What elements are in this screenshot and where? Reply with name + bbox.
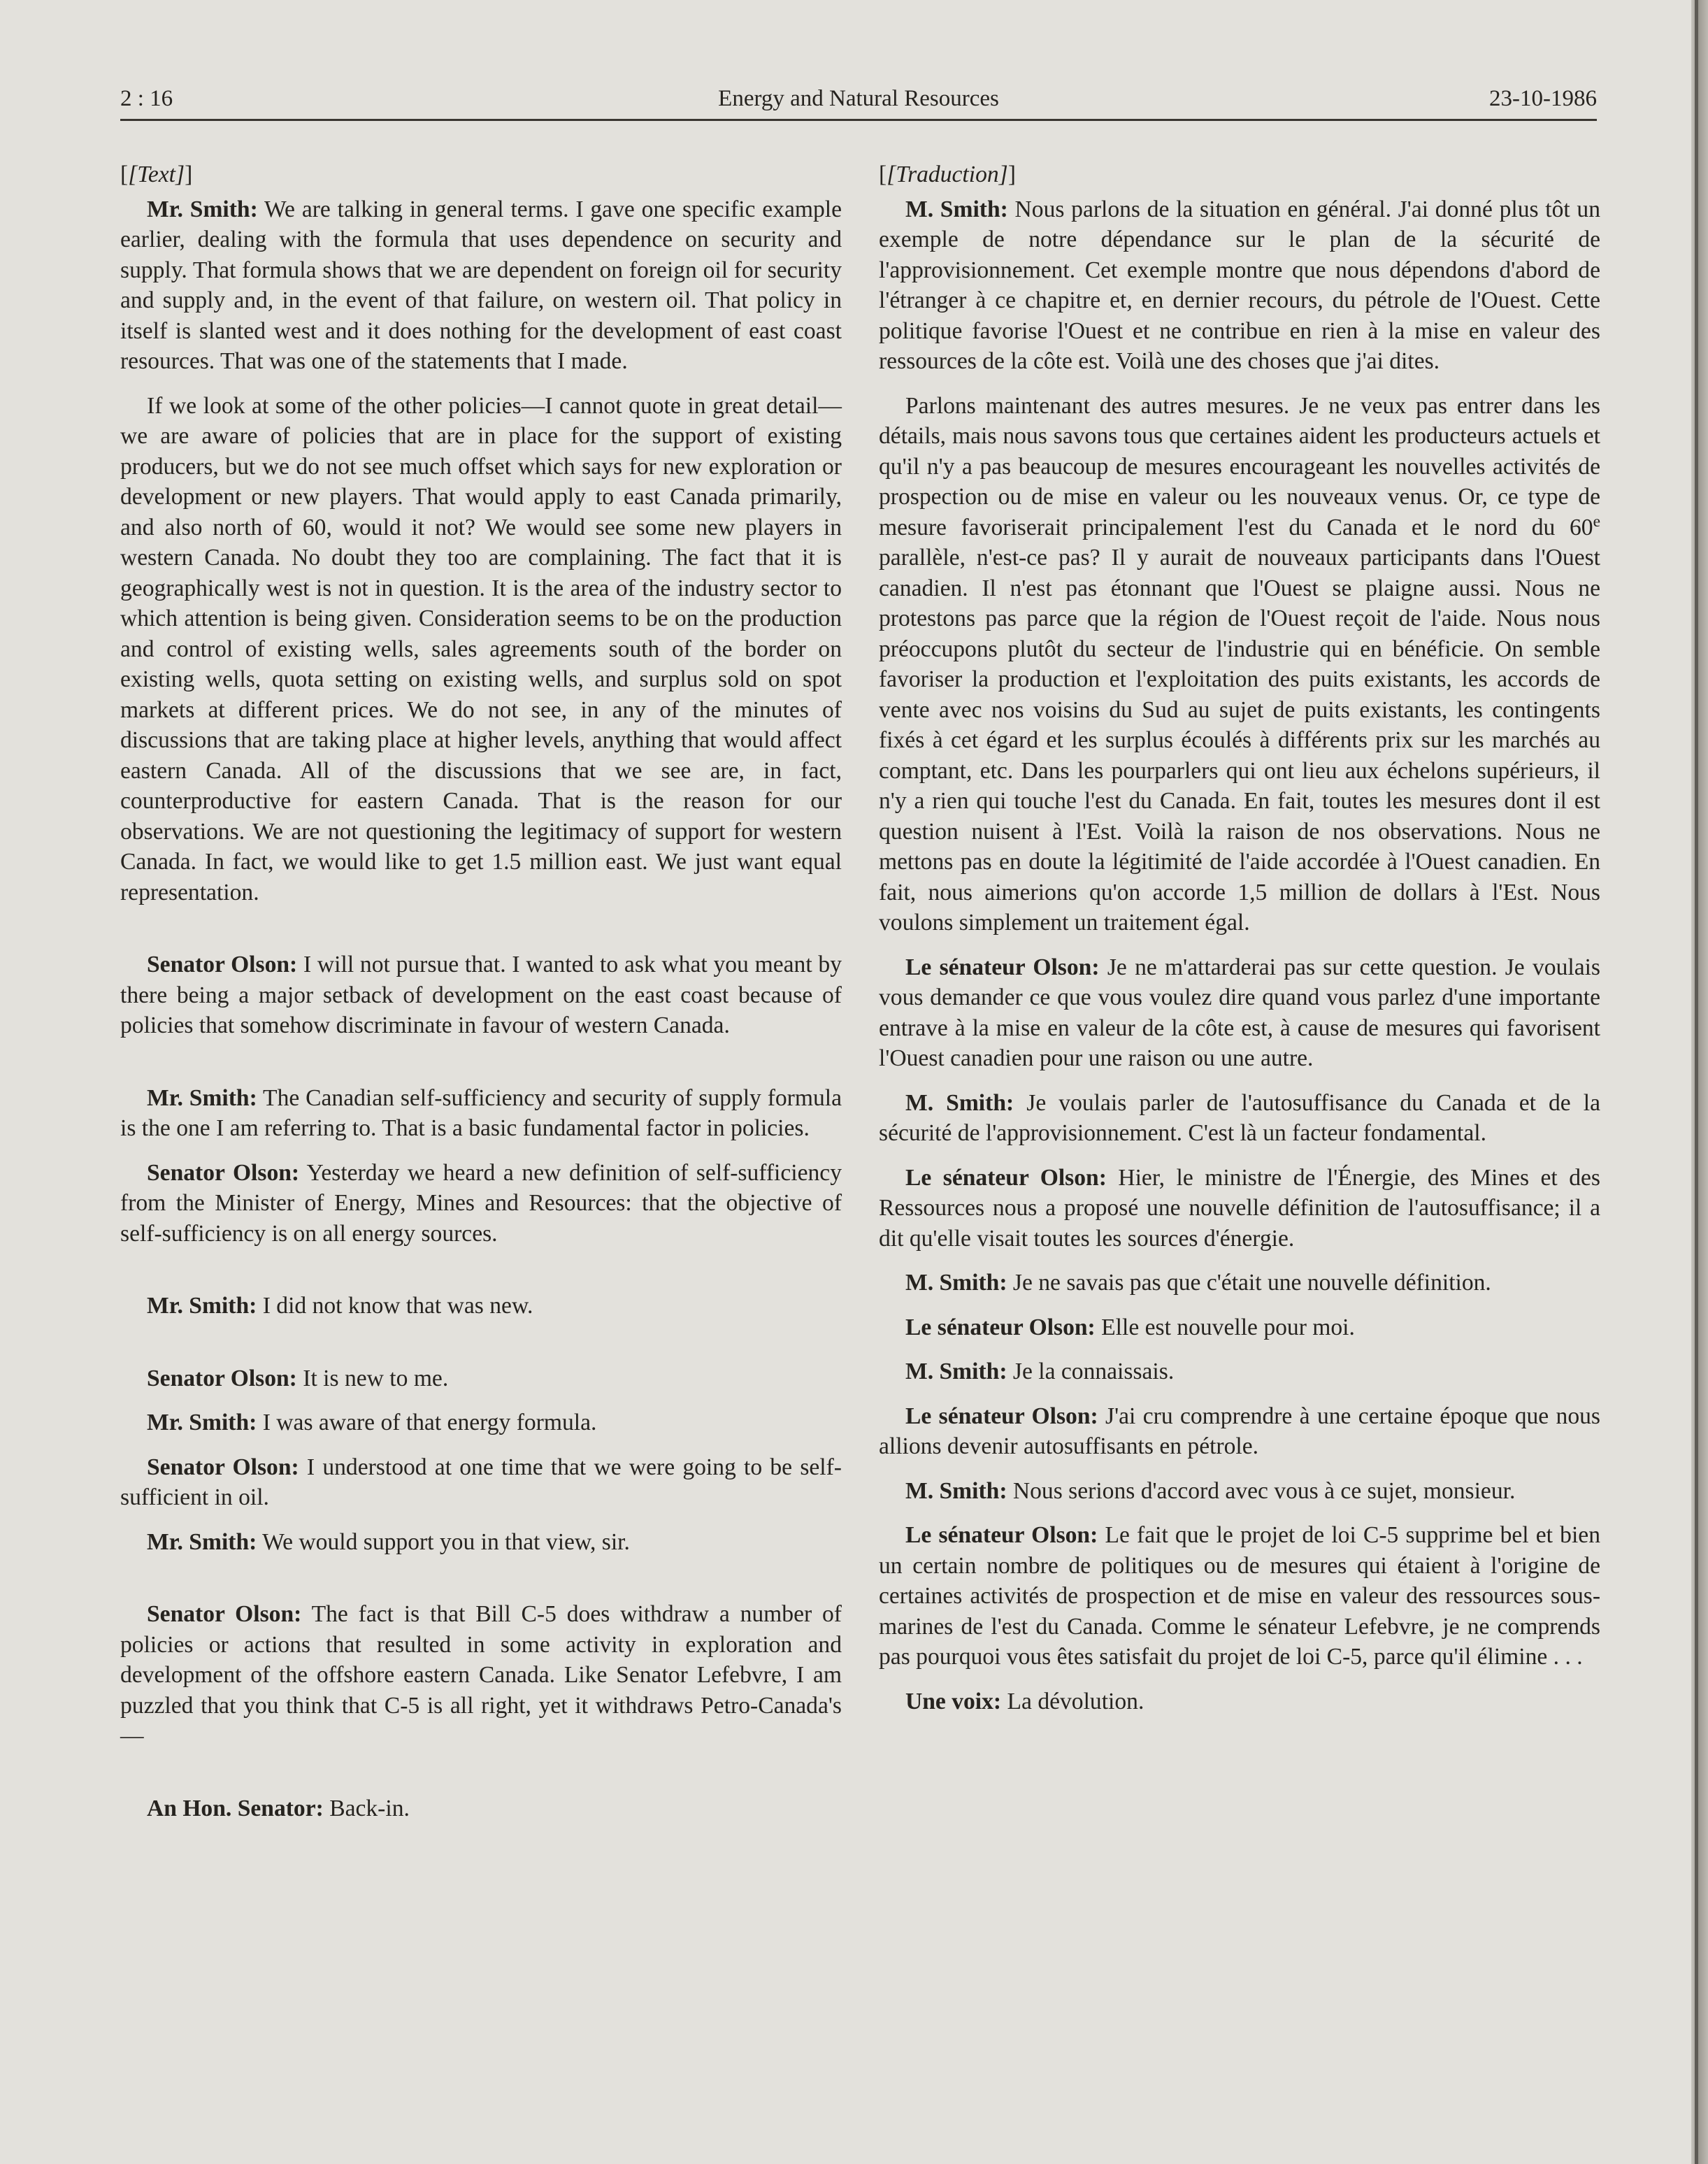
speech-paragraph xyxy=(120,1527,842,1558)
speech-paragraph xyxy=(879,1686,1600,1717)
speech-text: The fact is that Bill C-5 does withdraw a number of policies or actions that resulted in some activity in exploration and development of the offshore eastern Canada. Like Senator Lefebvre, I am puzzled that you think that C-5 is all right, yet it withdraws Petro-Canada's— xyxy=(120,1601,842,1749)
speech-paragraph: If we look at some of the other policies—I cannot quote in great detail—we are aware of policies that are in place for the support of existing producers, but we do not see much offset which says for new exploration or development or new players. That would apply to east Canada primarily, and also north of 60, would it not? We would see some new players in western Canada. No doubt they too are complaining. The fact that it is geographically west is not in question. It is the area of the industry sector to which attention is being given. Consideration seems to be on the production and control of existing wells, sales agreements south of the border on existing wells, quota setting on existing wells, and surplus sold on spot markets at different prices. We do not see, in any of the minutes of discussions that are taking place at higher levels, anything that would affect eastern Canada. All of the discussions that we see are, in fact, counterproductive for eastern Canada. That is the reason for our observations. We are not questioning the legitimacy of support for western Canada. In fact, we would like to get 1.5 million east. We just want equal representation. xyxy=(120,392,842,905)
speech-paragraph xyxy=(120,1083,842,1144)
speech-text: Je voulais parler de l'autosuffisance du Canada et de la sécurité de l'approvisionnement. C'est là un facteur fondamental. xyxy=(879,1089,1601,1146)
header-date: 23-10-1986 xyxy=(1489,86,1597,111)
speech-text: Le fait que le projet de loi C-5 supprime bel et bien un certain nombre de politiques ou de mesures qui étaient à l'origine de certaines activités de prospection et de mise en valeur des ressources sous-marines de l'est du Canada. Comme le sénateur Lefebvre, je ne comprends pas pourquoi vous êtes satisfait du projet de loi C-5, parce qu'il élimine . . . xyxy=(879,1522,1600,1670)
speech-paragraph xyxy=(879,1088,1600,1149)
page-edge xyxy=(1691,0,1708,2164)
speech-text: I will not pursue that. I wanted to ask what you meant by there being a major setback of development on the east coast because of policies that somehow discriminate in favour of western Canada. xyxy=(120,952,842,1038)
speech-paragraph xyxy=(879,1476,1600,1507)
speech-paragraph xyxy=(120,1599,842,1751)
speech-text: J'ai cru comprendre à une certaine époque que nous allions devenir autosuffisants en pétrole. xyxy=(879,1403,1600,1459)
speaker-name: Senator Olson: xyxy=(147,1365,297,1391)
page-number: 2 : 16 xyxy=(120,86,173,111)
speaker-name: Une voix: xyxy=(905,1688,1002,1714)
speaker-name: Senator Olson: xyxy=(147,1454,299,1480)
speech-text: We would support you in that view, sir. xyxy=(257,1528,630,1555)
speech-text: We are talking in general terms. I gave one specific example earlier, dealing with the formula that uses dependence on security and supply. That formula shows that we are dependent on foreign oil for security and supply and, in the event of that failure, on western oil. That policy in itself is slanted west and it does nothing for the development of east coast resources. That was one of the statements that I made. xyxy=(120,196,842,374)
column-tag-text: [Traduction] xyxy=(887,162,1008,187)
speaker-name: M. Smith: xyxy=(905,1089,1014,1116)
speaker-name: Mr. Smith: xyxy=(147,196,258,222)
speech-paragraph xyxy=(120,1407,842,1438)
speech-paragraph xyxy=(120,1452,842,1513)
speech-text: Nous serions d'accord avec vous à ce sujet, monsieur. xyxy=(1007,1477,1516,1504)
speaker-name: An Hon. Senator: xyxy=(147,1795,324,1821)
speech-paragraph xyxy=(120,1291,842,1321)
speech-paragraph xyxy=(879,1268,1600,1298)
speech-paragraph xyxy=(120,1158,842,1249)
french-column xyxy=(879,159,1600,1717)
speech-paragraph xyxy=(879,1401,1600,1462)
speech-paragraph xyxy=(120,950,842,1041)
speaker-name: Senator Olson: xyxy=(147,952,298,977)
speech-paragraph xyxy=(120,1793,842,1824)
speech-paragraph xyxy=(879,1163,1600,1254)
speech-paragraph xyxy=(879,391,1600,938)
speaker-name: Senator Olson: xyxy=(147,1159,300,1186)
speaker-name: Le sénateur Olson: xyxy=(905,1403,1098,1429)
english-column xyxy=(120,159,842,1823)
speech-text: Back-in. xyxy=(323,1795,410,1821)
speaker-name: Mr. Smith: xyxy=(147,1410,257,1435)
speech-text: I understood at one time that we were going to be self-sufficient in oil. xyxy=(120,1454,842,1510)
speaker-name: Le sénateur Olson: xyxy=(905,1164,1107,1191)
speaker-name: Le sénateur Olson: xyxy=(905,1522,1098,1548)
speech-text: Je la connaissais. xyxy=(1007,1359,1175,1384)
speech-paragraph xyxy=(879,194,1600,377)
speech-text: Je ne m'attarderai pas sur cette question. Je voulais vous demander ce que vous voulez dire quand vous parlez d'une importante entrave à la mise en valeur de la côte est, à cause de mesures qui favorisent l'Ouest canadien pour une raison ou une autre. xyxy=(879,954,1600,1071)
running-title: Energy and Natural Resources xyxy=(718,86,999,111)
page-edge-shadow xyxy=(1695,0,1698,2164)
speech-paragraph xyxy=(879,1520,1600,1672)
speech-paragraph xyxy=(120,1363,842,1394)
speech-text: Parlons maintenant des autres mesures. Je ne veux pas entrer dans les détails, mais nous savons tous que certaines aident les producteurs actuels et qu'il n'y a pas beaucoup de mesures encourageant les nouvelles activités de prospection ou de mise en valeur ou les nouveaux venus. Or, ce type de mesure favoriserait principalement l'est du Canada et le nord du 60 xyxy=(879,392,1600,540)
speech-text: I did not know that was new. xyxy=(257,1293,533,1319)
speaker-name: Mr. Smith: xyxy=(147,1293,257,1319)
speaker-name: M. Smith: xyxy=(905,196,1008,222)
speech-text: The Canadian self-sufficiency and security of supply formula is the one I am referring to. That is a basic fundamental factor in policies. xyxy=(120,1084,842,1141)
speaker-name: Le sénateur Olson: xyxy=(905,1314,1096,1340)
speech-text: Elle est nouvelle pour moi. xyxy=(1095,1314,1355,1340)
header-rule xyxy=(120,119,1597,121)
speaker-name: Senator Olson: xyxy=(147,1601,302,1627)
speaker-name: M. Smith: xyxy=(905,1359,1007,1384)
speech-paragraph xyxy=(879,952,1600,1074)
speech-text: Yesterday we heard a new definition of self-sufficiency from the Minister of Energy, Mines and Resources: that the objective of self-sufficiency is on all energy sources. xyxy=(120,1159,842,1247)
speech-paragraph xyxy=(879,1312,1600,1343)
speaker-name: Le sénateur Olson: xyxy=(905,954,1100,980)
speech-paragraph xyxy=(879,1356,1600,1387)
speech-paragraph xyxy=(120,194,842,377)
page-header xyxy=(120,78,1597,119)
speech-text: parallèle, n'est-ce pas? Il y aurait de nouveaux participants dans l'Ouest canadien. Il n'est pas étonnant que l'Ouest se plaigne aussi. Nous ne protestons pas parce que la région de l'Ouest reçoit de l'aide. Nous nous préoccupons plutôt du secteur de l'industrie qui en bénéficie. On semble favoriser la production et l'exploitation des puits existants, les accords de vente avec nos voisins du Sud au sujet de puits existants, les contingents fixés à cet égard et les surplus écoulés à différents prix sur les marchés au comptant, etc. Dans les pourparlers qui ont lieu aux échelons supérieurs, il n'y a rien qui touche l'est du Canada. En fait, toutes les mesures dont il est question nuisent à l'Est. Voilà la raison de nos observations. Nous ne mettons pas en doute la légitimité de l'aide accordée à l'Ouest canadien. En fait, nous aimerions qu'on accorde 1,5 million de dollars à l'Est. Nous voulons simplement un traitement égal. xyxy=(879,545,1600,936)
column-tag-text: [Text] xyxy=(128,162,185,187)
speaker-name: Mr. Smith: xyxy=(147,1084,257,1111)
superscript: e xyxy=(1593,512,1600,531)
speech-text: La dévolution. xyxy=(1001,1688,1144,1714)
column-tag: [[Traduction]] xyxy=(879,162,1016,187)
speech-text: I was aware of that energy formula. xyxy=(257,1410,597,1435)
speech-text: Nous parlons de la situation en général. J'ai donné plus tôt un exemple de notre dépendance sur le plan de la sécurité de l'approvisionnement. Cet exemple montre que nous dépendons d'abord de l'étranger à ce chapitre et, en dernier recours, du pétrole de l'Ouest. Cette politique favorise l'Ouest et ne contribue en rien à la mise en valeur des ressources de la côte est. Voilà une des choses que j'ai dites. xyxy=(879,196,1601,374)
speech-text: It is new to me. xyxy=(296,1365,449,1391)
column-tag: [[Text]] xyxy=(120,162,193,187)
speaker-name: M. Smith: xyxy=(905,1270,1007,1296)
speaker-name: M. Smith: xyxy=(905,1477,1007,1504)
speech-text: Je ne savais pas que c'était une nouvelle définition. xyxy=(1007,1270,1491,1296)
speaker-name: Mr. Smith: xyxy=(147,1528,257,1555)
speech-text: Hier, le ministre de l'Énergie, des Mines et des Ressources nous a proposé une nouvelle définition de l'autosuffisance; il a dit qu'elle visait toutes les sources d'énergie. xyxy=(879,1164,1600,1252)
